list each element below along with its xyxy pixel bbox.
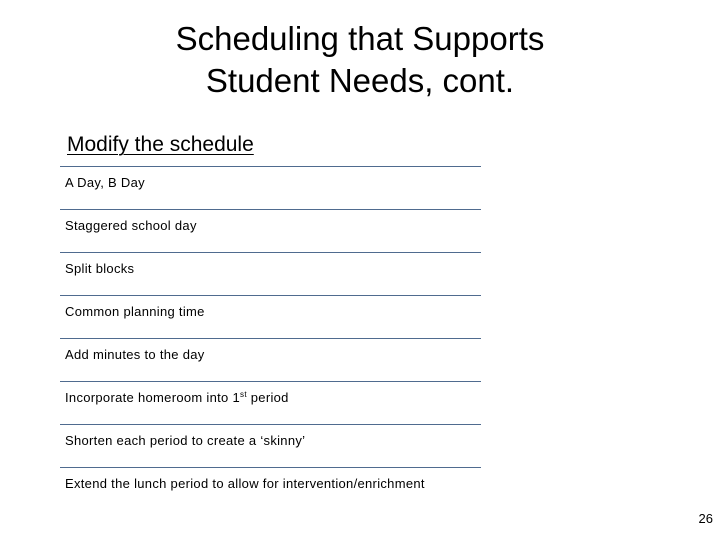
slide-title-line-1: Scheduling that Supports xyxy=(175,20,545,57)
list-item: Common planning time xyxy=(60,295,481,338)
list-item-superscript: st xyxy=(240,390,247,399)
subheading: Modify the schedule xyxy=(67,133,254,156)
schedule-options-list xyxy=(60,166,481,510)
list-item-text: Incorporate homeroom into 1 xyxy=(65,390,241,405)
list-item: Extend the lunch period to allow for intervention/enrichment xyxy=(60,467,481,510)
slide-title xyxy=(0,18,720,102)
page-number: 26 xyxy=(698,511,713,526)
list-item: Staggered school day xyxy=(60,209,481,252)
list-item: Add minutes to the day xyxy=(60,338,481,381)
list-item-text-end: period xyxy=(246,390,289,405)
list-item: A Day, B Day xyxy=(60,166,481,209)
list-item: Split blocks xyxy=(60,252,481,295)
slide-title-line-2: Student Needs, cont. xyxy=(205,62,515,99)
list-item: Shorten each period to create a ‘skinny’ xyxy=(60,424,481,467)
list-item xyxy=(60,381,481,424)
